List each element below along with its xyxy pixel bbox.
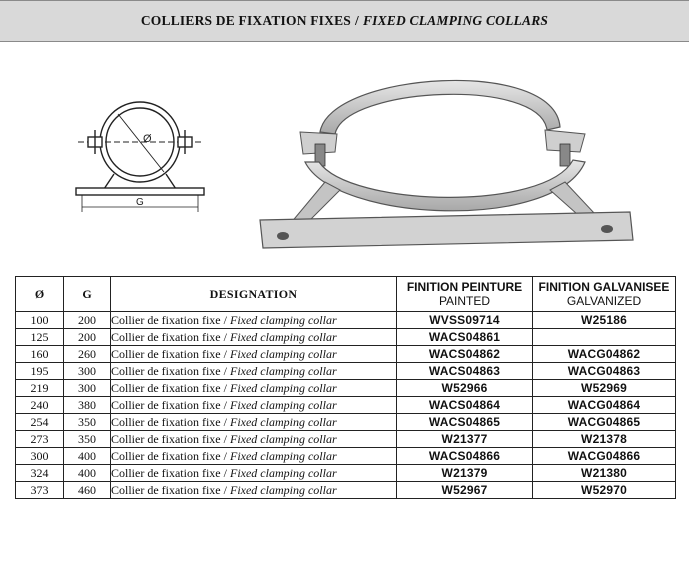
header-diameter: Ø [16,277,64,312]
table-row [16,380,676,397]
cell-width: 400 [64,448,111,465]
cell-width: 460 [64,482,111,499]
cell-galvanized-code: WACG04866 [533,448,676,465]
cell-painted-code: WACS04864 [397,397,533,414]
cell-width: 300 [64,380,111,397]
designation-sep: / [220,466,230,480]
header-painted-en: PAINTED [438,294,491,308]
header-width: G [64,277,111,312]
designation-sep: / [220,483,230,497]
cell-designation [111,312,397,329]
cell-galvanized-code: W21380 [533,465,676,482]
cell-designation [111,482,397,499]
cell-galvanized-code: W52969 [533,380,676,397]
cell-galvanized-code: W21378 [533,431,676,448]
cell-diameter: 324 [16,465,64,482]
designation-en: Fixed clamping collar [229,330,337,344]
title-english: FIXED CLAMPING COLLARS [362,13,549,28]
cell-designation [111,448,397,465]
designation-sep: / [220,347,230,361]
cell-diameter: 240 [16,397,64,414]
title-french: COLLIERS DE FIXATION FIXES [140,13,351,28]
cell-painted-code: W21379 [397,465,533,482]
designation-fr: Collier de fixation fixe [111,415,221,429]
designation-fr: Collier de fixation fixe [111,364,221,378]
table-row [16,414,676,431]
cell-painted-code: WACS04866 [397,448,533,465]
table-row [16,397,676,414]
designation-en: Fixed clamping collar [229,364,337,378]
designation-fr: Collier de fixation fixe [111,483,221,497]
header-designation: DESIGNATION [111,277,397,312]
cell-width: 200 [64,312,111,329]
cell-diameter: 254 [16,414,64,431]
designation-sep: / [220,381,230,395]
width-label: G [136,197,144,208]
table-header-row [16,277,676,312]
designation-en: Fixed clamping collar [229,415,337,429]
cell-width: 260 [64,346,111,363]
designation-fr: Collier de fixation fixe [111,330,221,344]
cell-width: 380 [64,397,111,414]
header-galvanized [533,277,676,312]
cell-painted-code: W52966 [397,380,533,397]
designation-sep: / [220,313,230,327]
cell-width: 400 [64,465,111,482]
header-painted [397,277,533,312]
cell-painted-code: WACS04865 [397,414,533,431]
cell-galvanized-code: WACG04865 [533,414,676,431]
designation-fr: Collier de fixation fixe [111,347,221,361]
cell-galvanized-code [533,329,676,346]
cell-diameter: 373 [16,482,64,499]
cell-diameter: 219 [16,380,64,397]
cell-galvanized-code: WACG04862 [533,346,676,363]
table-row [16,329,676,346]
cell-designation [111,329,397,346]
cell-painted-code: WVSS09714 [397,312,533,329]
cell-galvanized-code: W25186 [533,312,676,329]
designation-en: Fixed clamping collar [229,381,337,395]
cell-painted-code: WACS04862 [397,346,533,363]
header-galvanized-en: GALVANIZED [566,294,642,308]
cell-designation [111,465,397,482]
cell-designation [111,346,397,363]
cell-designation [111,397,397,414]
designation-sep: / [220,398,230,412]
designation-fr: Collier de fixation fixe [111,466,221,480]
designation-en: Fixed clamping collar [229,347,337,361]
designation-fr: Collier de fixation fixe [111,398,221,412]
cell-painted-code: W21377 [397,431,533,448]
designation-sep: / [220,415,230,429]
cell-designation [111,380,397,397]
table-row [16,363,676,380]
cell-diameter: 100 [16,312,64,329]
product-photo [255,62,635,252]
designation-sep: / [220,364,230,378]
cell-painted-code: WACS04861 [397,329,533,346]
title-separator: / [354,13,359,28]
diameter-label: Ø [143,133,152,145]
cell-diameter: 273 [16,431,64,448]
cell-width: 350 [64,431,111,448]
cell-diameter: 125 [16,329,64,346]
specification-table [15,276,676,499]
table-row [16,448,676,465]
cell-width: 200 [64,329,111,346]
cell-diameter: 160 [16,346,64,363]
designation-en: Fixed clamping collar [229,432,337,446]
cell-galvanized-code: WACG04863 [533,363,676,380]
cell-designation [111,363,397,380]
table-row [16,465,676,482]
cell-designation [111,431,397,448]
header-galvanized-fr: FINITION GALVANISEE [538,280,670,294]
designation-en: Fixed clamping collar [229,483,337,497]
designation-en: Fixed clamping collar [229,449,337,463]
cell-designation [111,414,397,431]
table-row [16,346,676,363]
designation-sep: / [220,432,230,446]
cell-width: 300 [64,363,111,380]
cell-galvanized-code: W52970 [533,482,676,499]
cell-diameter: 300 [16,448,64,465]
cell-diameter: 195 [16,363,64,380]
designation-fr: Collier de fixation fixe [111,381,221,395]
cell-width: 350 [64,414,111,431]
table-row [16,431,676,448]
cell-galvanized-code: WACG04864 [533,397,676,414]
designation-fr: Collier de fixation fixe [111,449,221,463]
designation-sep: / [220,449,230,463]
header-painted-fr: FINITION PEINTURE [406,280,523,294]
designation-en: Fixed clamping collar [229,466,337,480]
cell-painted-code: W52967 [397,482,533,499]
designation-fr: Collier de fixation fixe [111,313,221,327]
designation-sep: / [220,330,230,344]
table-row [16,482,676,499]
designation-en: Fixed clamping collar [229,398,337,412]
cell-painted-code: WACS04863 [397,363,533,380]
page-title [0,0,689,42]
designation-fr: Collier de fixation fixe [111,432,221,446]
designation-en: Fixed clamping collar [229,313,337,327]
table-row [16,312,676,329]
technical-drawing [70,92,210,212]
